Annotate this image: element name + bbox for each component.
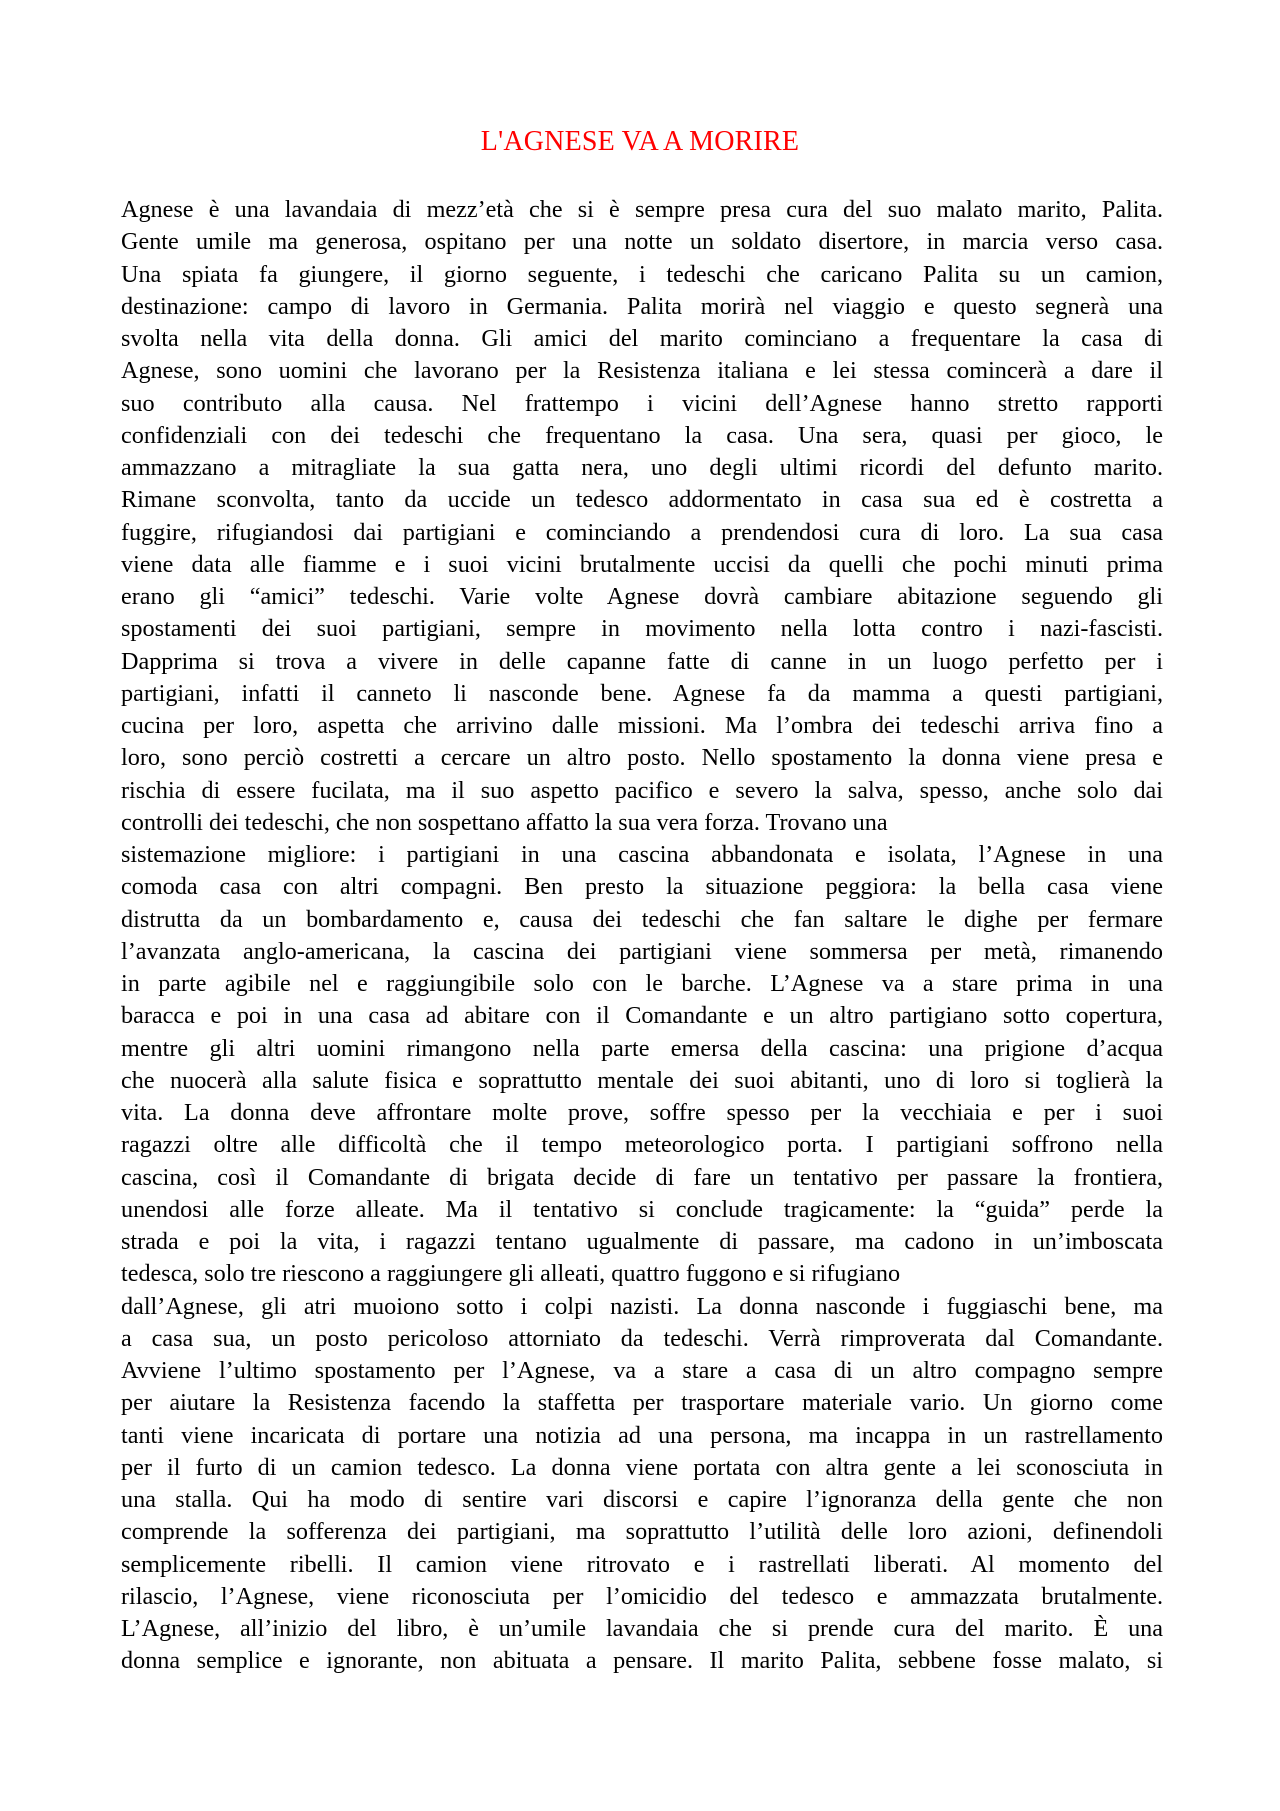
text-line: per il furto di un camion tedesco. La donna viene portata con altra gente a lei sconosciuta in — [121, 1453, 1163, 1481]
text-line: comprende la sofferenza dei partigiani, ma soprattutto l’utilità delle loro azioni, definendoli — [121, 1518, 1163, 1546]
text-line: spostamenti dei suoi partigiani, sempre in movimento nella lotta contro i nazi-fascisti. — [121, 615, 1163, 643]
text-line: svolta nella vita della donna. Gli amici del marito cominciano a frequentare la casa di — [121, 325, 1163, 352]
text-line: rischia di essere fucilata, ma il suo aspetto pacifico e severo la salva, spesso, anche solo dai — [121, 776, 1163, 804]
text-line: Agnese è una lavandaia di mezz’età che si è sempre presa cura del suo malato marito, Palita. — [121, 196, 1163, 223]
text-line: confidenziali con dei tedeschi che frequentano la casa. Una sera, quasi per gioco, le — [121, 421, 1163, 449]
text-line: l’avanzata anglo-americana, la cascina dei partigiani viene sommersa per metà, rimanendo — [121, 937, 1163, 965]
text-line: cucina per loro, aspetta che arrivino dalle missioni. Ma l’ombra dei tedeschi arriva fino a — [121, 712, 1163, 739]
text-line: ammazzano a mitragliate la sua gatta nera, uno degli ultimi ricordi del defunto marito. — [121, 454, 1163, 481]
text-line: L’Agnese, all’inizio del libro, è un’umile lavandaia che si prende cura del marito. È una — [121, 1615, 1163, 1642]
text-line: strada e poi la vita, i ragazzi tentano ugualmente di passare, ma cadono in un’imboscata — [121, 1228, 1163, 1255]
text-line: dall’Agnese, gli atri muoiono sotto i colpi nazisti. La donna nasconde i fuggiaschi bene, ma — [121, 1292, 1163, 1320]
text-line: per aiutare la Resistenza facendo la staffetta per trasportare materiale vario. Un giorno come — [121, 1389, 1163, 1417]
text-line: unendosi alle forze alleate. Ma il tentativo si conclude tragicamente: la “guida” perde la — [121, 1195, 1163, 1223]
text-line: tedesca, solo tre riescono a raggiungere gli alleati, quattro fuggono e si rifugiano — [121, 1260, 901, 1288]
document-body — [121, 194, 1163, 1678]
text-line: semplicemente ribelli. Il camion viene ritrovato e i rastrellati liberati. Al momento del — [121, 1550, 1163, 1578]
text-line: Rimane sconvolta, tanto da uccide un tedesco addormentato in casa sua ed è costretta a — [121, 486, 1163, 514]
text-line: comoda casa con altri compagni. Ben presto la situazione peggiora: la bella casa viene — [121, 873, 1163, 901]
text-line: distrutta da un bombardamento e, causa dei tedeschi che fan saltare le dighe per fermare — [121, 905, 1163, 933]
text-line: a casa sua, un posto pericoloso attorniato da tedeschi. Verrà rimproverata dal Comandante. — [121, 1324, 1163, 1352]
text-line: cascina, così il Comandante di brigata decide di fare un tentativo per passare la frontiera, — [121, 1163, 1163, 1191]
text-line: tanti viene incaricata di portare una notizia ad una persona, ma incappa in un rastrellamento — [121, 1421, 1163, 1449]
text-line: sistemazione migliore: i partigiani in una cascina abbandonata e isolata, l’Agnese in una — [121, 841, 1163, 868]
text-line: erano gli “amici” tedeschi. Varie volte Agnese dovrà cambiare abitazione seguendo gli — [121, 583, 1163, 610]
text-line: destinazione: campo di lavoro in Germania. Palita morirà nel viaggio e questo segnerà una — [121, 292, 1163, 320]
text-line: baracca e poi in una casa ad abitare con il Comandante e un altro partigiano sotto copertura, — [121, 1002, 1163, 1030]
text-line: che nuocerà alla salute fisica e soprattutto mentale dei suoi abitanti, uno di loro si toglierà la — [121, 1066, 1163, 1094]
text-line: viene data alle fiamme e i suoi vicini brutalmente uccisi da quelli che pochi minuti prima — [121, 550, 1163, 578]
text-line: mentre gli altri uomini rimangono nella parte emersa della cascina: una prigione d’acqua — [121, 1034, 1163, 1062]
text-line: Una spiata fa giungere, il giorno seguente, i tedeschi che caricano Palita su un camion, — [121, 260, 1163, 288]
text-line: rilascio, l’Agnese, viene riconosciuta per l’omicidio del tedesco e ammazzata brutalmente. — [121, 1582, 1163, 1610]
document-title: L'AGNESE VA A MORIRE — [480, 126, 800, 157]
text-line: Avviene l’ultimo spostamento per l’Agnese, va a stare a casa di un altro compagno sempre — [121, 1357, 1163, 1384]
text-line: suo contributo alla causa. Nel frattempo i vicini dell’Agnese hanno stretto rapporti — [121, 389, 1163, 417]
text-line: Agnese, sono uomini che lavorano per la Resistenza italiana e lei stessa comincerà a dare il — [121, 357, 1163, 385]
text-line: loro, sono perciò costretti a cercare un altro posto. Nello spostamento la donna viene presa e — [121, 744, 1163, 772]
text-line: vita. La donna deve affrontare molte prove, soffre spesso per la vecchiaia e per i suoi — [121, 1099, 1163, 1126]
text-line: controlli dei tedeschi, che non sospettano affatto la sua vera forza. Trovano una — [121, 808, 888, 836]
text-line: in parte agibile nel e raggiungibile solo con le barche. L’Agnese va a stare prima in una — [121, 970, 1163, 997]
text-line: partigiani, infatti il canneto li nasconde bene. Agnese fa da mamma a questi partigiani, — [121, 679, 1163, 707]
text-line: ragazzi oltre alle difficoltà che il tempo meteorologico porta. I partigiani soffrono nella — [121, 1131, 1163, 1159]
text-line: fuggire, rifugiandosi dai partigiani e cominciando a prendendosi cura di loro. La sua casa — [121, 518, 1163, 546]
text-line: Gente umile ma generosa, ospitano per una notte un soldato disertore, in marcia verso casa. — [121, 228, 1163, 256]
text-line: una stalla. Qui ha modo di sentire vari discorsi e capire l’ignoranza della gente che non — [121, 1486, 1163, 1513]
text-line: Dapprima si trova a vivere in delle capanne fatte di canne in un luogo perfetto per i — [121, 647, 1163, 675]
text-line: donna semplice e ignorante, non abituata a pensare. Il marito Palita, sebbene fosse malato, si — [121, 1647, 1163, 1675]
